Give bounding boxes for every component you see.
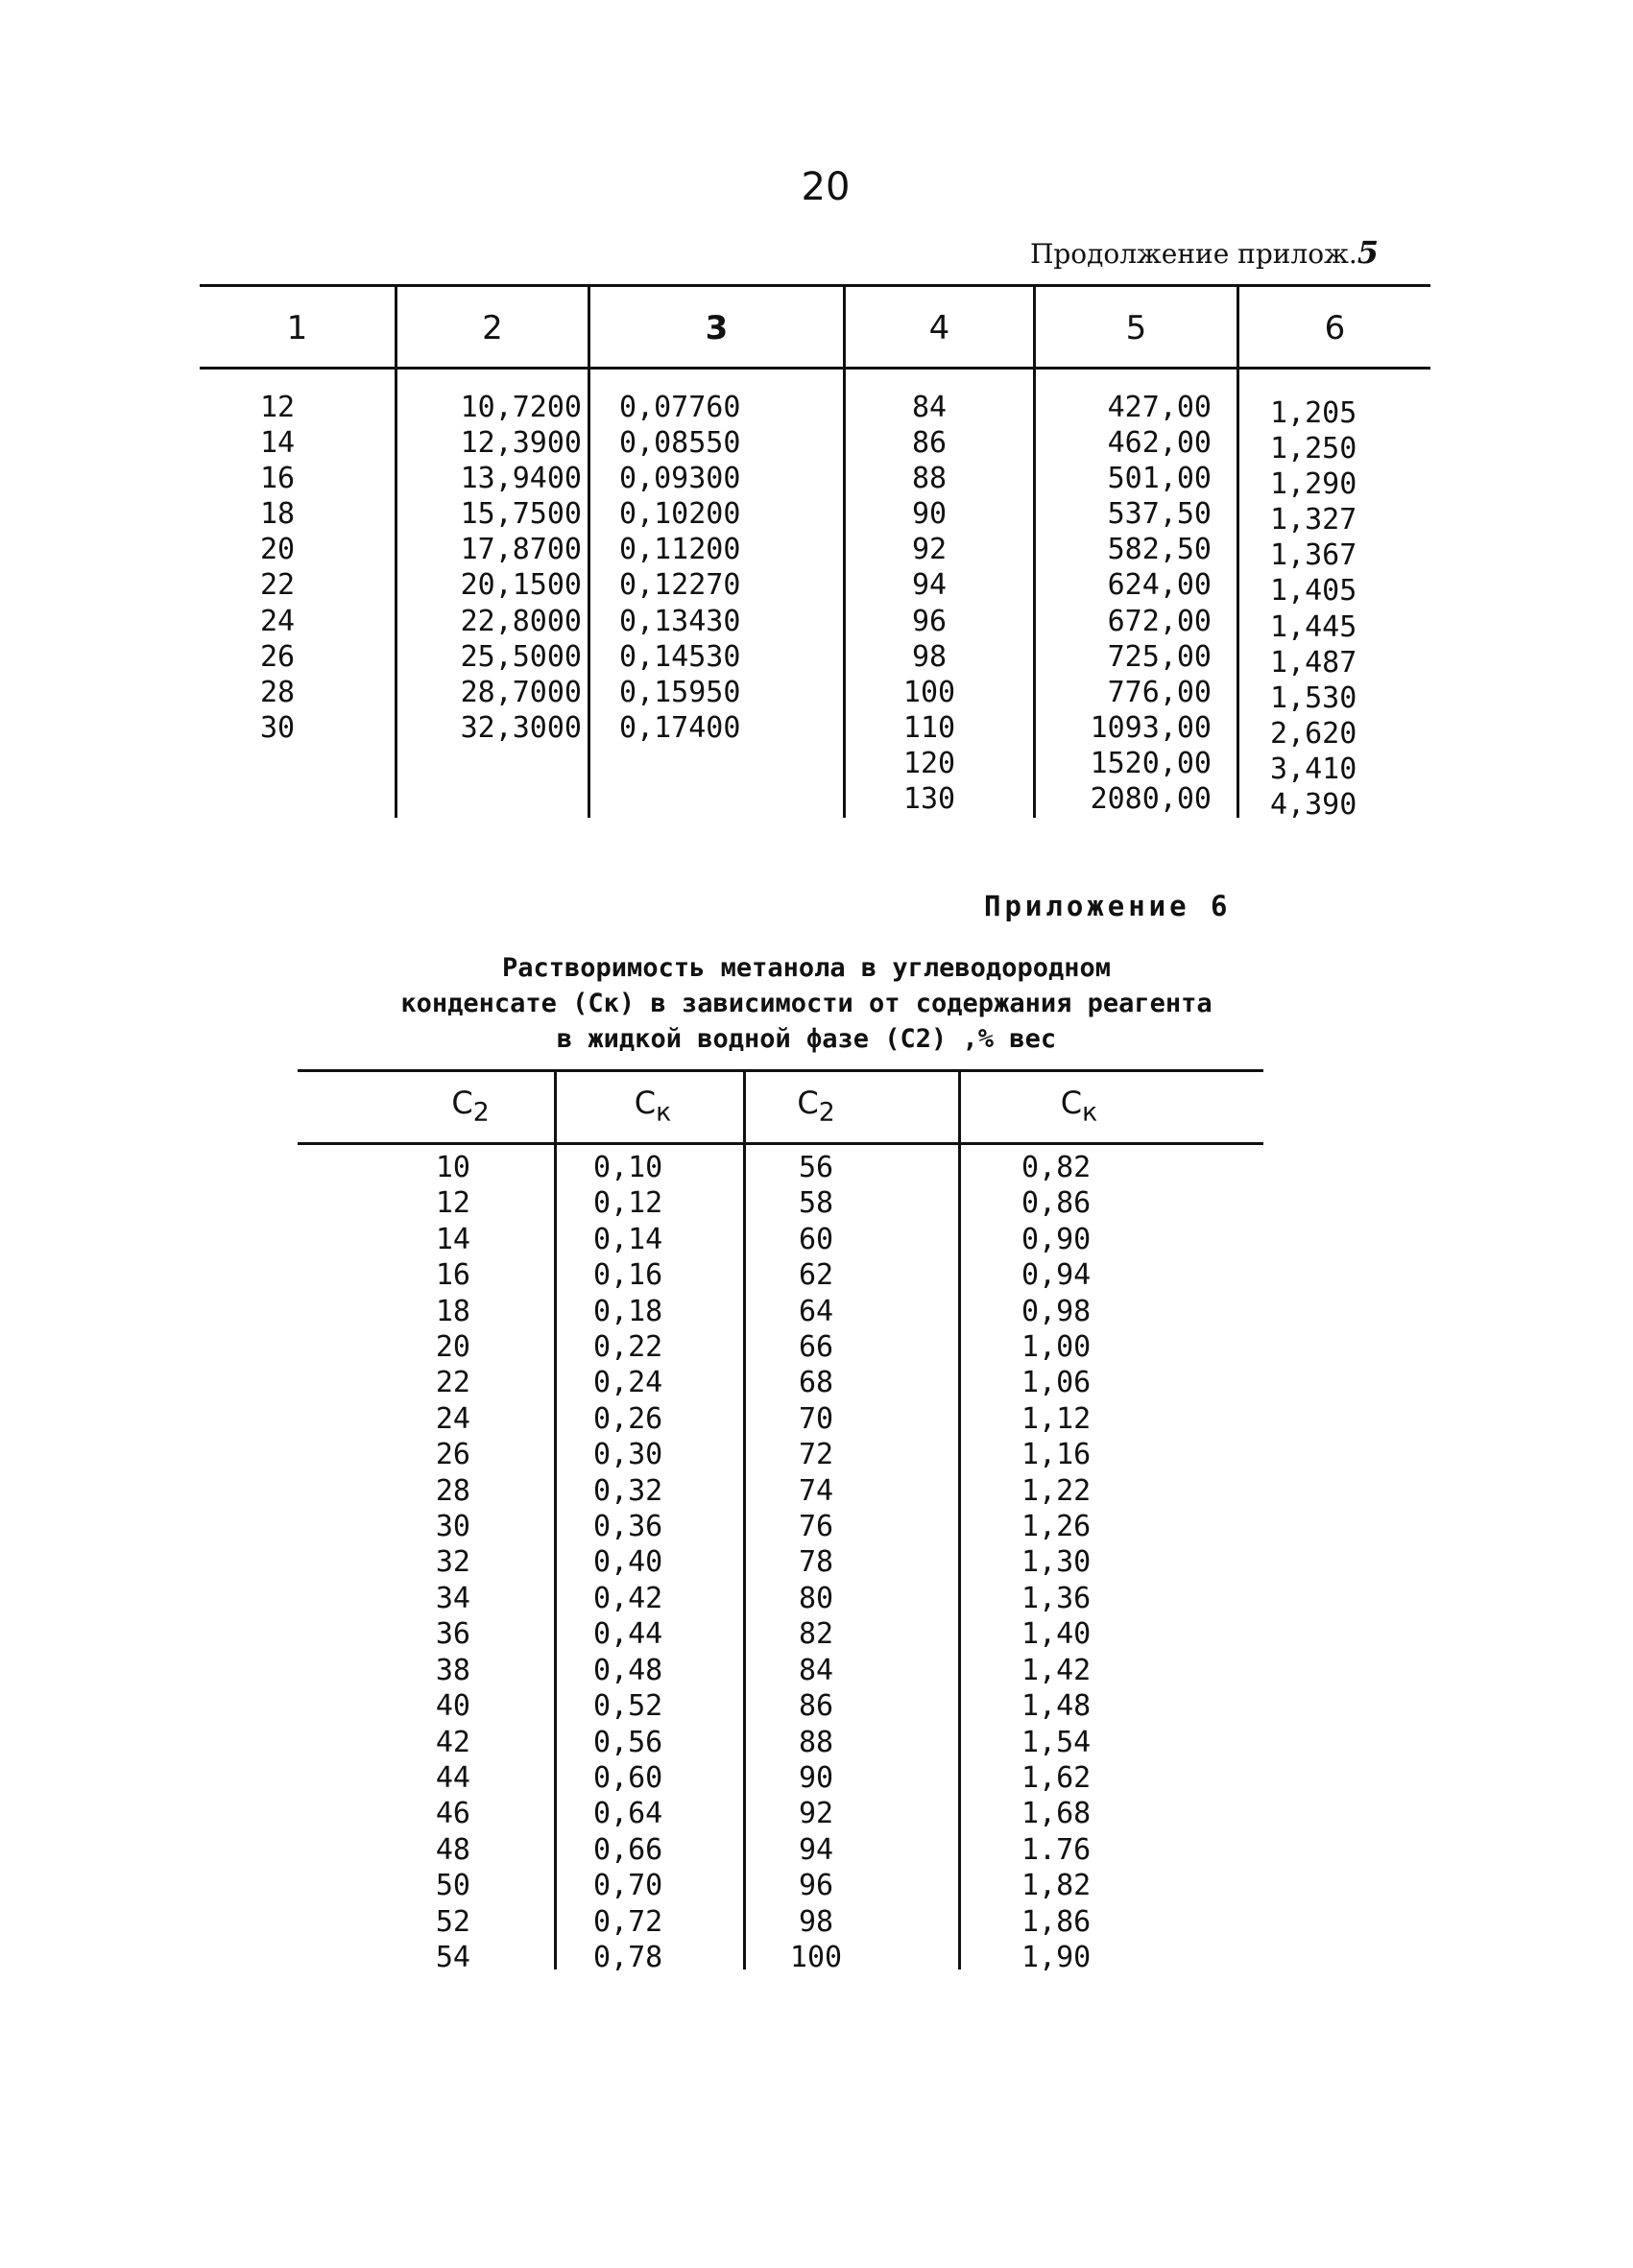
- column-2: [401, 390, 582, 746]
- title-line: в жидкой водной фазе (C2) ,% вес: [556, 1024, 1057, 1054]
- table-cell: 36: [435, 1617, 470, 1652]
- table-cell: 0,15950: [619, 675, 741, 709]
- table-cell: 0,26: [593, 1401, 663, 1436]
- table-cell: 1,250: [1270, 432, 1357, 466]
- table-cell: 0,13430: [619, 604, 741, 638]
- table-cell: 1,82: [1021, 1869, 1092, 1903]
- table-cell: 130: [902, 782, 956, 817]
- table-cell: 100: [789, 1940, 843, 1974]
- table-cell: 0,10: [593, 1151, 663, 1184]
- column-c2-a: [298, 1150, 470, 1975]
- table-cell: 0,16: [593, 1258, 663, 1293]
- table-cell: 76: [798, 1510, 834, 1544]
- table-cell: 725,00: [1107, 639, 1212, 674]
- column-c2-b: [758, 1150, 874, 1975]
- table-cell: 56: [798, 1151, 834, 1184]
- table-cell: 0,60: [593, 1760, 663, 1795]
- table-cell: 28: [435, 1473, 470, 1508]
- table-cell: 1,530: [1270, 680, 1357, 715]
- table-cell: 32: [435, 1545, 470, 1580]
- table-cell: 0,36: [593, 1510, 663, 1544]
- table-top-rule: [200, 284, 1430, 287]
- table-cell: 1,54: [1021, 1725, 1092, 1759]
- table-cell: 68: [798, 1366, 834, 1400]
- table-cell: 1,42: [1021, 1653, 1092, 1687]
- table-cell: 0,24: [593, 1366, 663, 1400]
- header-col-4: 4: [928, 309, 950, 347]
- header-c2-subscript: 2: [818, 1097, 835, 1128]
- table-cell: 44: [435, 1760, 470, 1795]
- table-cell: 22: [259, 568, 296, 603]
- table-cell: 28: [259, 675, 296, 709]
- table-cell: 82: [798, 1617, 834, 1652]
- column-divider: [588, 286, 590, 818]
- table-cell: 74: [798, 1473, 834, 1508]
- table-cell: 0,56: [593, 1725, 663, 1759]
- table-cell: 0,22: [593, 1330, 663, 1365]
- table-cell: 1,48: [1021, 1689, 1092, 1724]
- table-cell: 17,8700: [460, 533, 582, 567]
- table-cell: 88: [911, 462, 948, 496]
- table-cell: 582,50: [1107, 533, 1212, 567]
- table-cell: 12: [259, 391, 296, 424]
- table-cell: 462,00: [1107, 426, 1212, 461]
- table-cell: 54: [435, 1940, 470, 1974]
- table-cell: 18: [259, 497, 296, 532]
- table-cell: 12: [435, 1186, 470, 1221]
- header-ck-subscript: к: [656, 1097, 672, 1128]
- table-cell: 1,22: [1021, 1473, 1092, 1508]
- table-cell: 48: [435, 1832, 470, 1867]
- table-cell: 42: [435, 1725, 470, 1759]
- table-cell: 92: [911, 533, 948, 567]
- continuation-appendix-number: 5: [1357, 234, 1379, 271]
- table-cell: 14: [435, 1222, 470, 1256]
- table-cell: 624,00: [1107, 568, 1212, 603]
- table-cell: 14: [259, 426, 296, 461]
- table-cell: 0,86: [1021, 1186, 1092, 1221]
- column-6: [1270, 395, 1424, 823]
- table-cell: 15,7500: [460, 497, 582, 532]
- table-cell: 0,98: [1021, 1294, 1092, 1328]
- table-cell: 90: [911, 497, 948, 532]
- table-cell: 0,90: [1021, 1222, 1092, 1256]
- table-cell: 78: [798, 1545, 834, 1580]
- header-c2-letter: C: [797, 1085, 819, 1121]
- table-cell: 0,66: [593, 1832, 663, 1867]
- table-cell: 18: [435, 1294, 470, 1328]
- header-col-6: 6: [1324, 309, 1346, 347]
- page-number: 20: [801, 165, 851, 209]
- table-cell: 0,82: [1021, 1151, 1092, 1184]
- appendix6-table: [298, 1069, 1263, 1974]
- table-cell: 13,9400: [460, 462, 582, 496]
- table-cell: 94: [911, 568, 948, 603]
- table-top-rule: [298, 1069, 1263, 1072]
- table-cell: 0,11200: [619, 533, 741, 567]
- title-line: конденсате (Cк) в зависимости от содержания реагента: [400, 989, 1213, 1018]
- column-1: [200, 390, 355, 746]
- table-cell: 90: [798, 1760, 834, 1795]
- table-cell: 0,07760: [619, 391, 741, 424]
- table-cell: 0,18: [593, 1294, 663, 1328]
- table-cell: 4,390: [1270, 788, 1357, 823]
- table-cell: 672,00: [1107, 604, 1212, 638]
- appendix-6-title: [326, 950, 1286, 1057]
- appendix-6-label: Приложение 6: [984, 890, 1232, 922]
- column-divider: [554, 1071, 557, 1970]
- table-cell: 1,86: [1021, 1904, 1092, 1939]
- table-cell: 34: [435, 1581, 470, 1615]
- table-cell: 1.76: [1021, 1832, 1092, 1867]
- header-col-5: 5: [1125, 309, 1147, 347]
- table-cell: 50: [435, 1869, 470, 1903]
- table-cell: 1,405: [1270, 574, 1357, 609]
- table-cell: 0,52: [593, 1689, 663, 1724]
- table-cell: 776,00: [1107, 675, 1212, 709]
- table-cell: 96: [798, 1869, 834, 1903]
- table-cell: 38: [435, 1653, 470, 1687]
- table-cell: 0,94: [1021, 1258, 1092, 1293]
- table-cell: 427,00: [1107, 391, 1212, 424]
- table-cell: 96: [911, 604, 948, 638]
- table-cell: 46: [435, 1797, 470, 1831]
- header-c2-a: [413, 1079, 528, 1127]
- column-divider: [958, 1071, 961, 1970]
- table-cell: 86: [911, 426, 948, 461]
- table-cell: 0,12270: [619, 568, 741, 603]
- table-cell: 40: [435, 1689, 470, 1724]
- table-cell: 94: [798, 1832, 834, 1867]
- table-cell: 26: [435, 1438, 470, 1472]
- table-cell: 30: [259, 710, 296, 745]
- table-cell: 16: [435, 1258, 470, 1293]
- header-c2-letter: C: [451, 1085, 473, 1121]
- table-cell: 2080,00: [1090, 782, 1212, 817]
- table-cell: 1,16: [1021, 1438, 1092, 1472]
- table-cell: 0,32: [593, 1473, 663, 1508]
- table-cell: 1,367: [1270, 538, 1357, 573]
- table-cell: 1,40: [1021, 1617, 1092, 1652]
- table-cell: 0,17400: [619, 710, 741, 745]
- table-cell: 1,26: [1021, 1510, 1092, 1544]
- table-cell: 1,487: [1270, 645, 1357, 680]
- table-cell: 16: [259, 462, 296, 496]
- column-3: [619, 390, 811, 746]
- table-cell: 1,00: [1021, 1330, 1092, 1365]
- column-divider: [743, 1071, 746, 1970]
- table-cell: 80: [798, 1581, 834, 1615]
- table-cell: 0,12: [593, 1186, 663, 1221]
- header-c2-b: [758, 1079, 874, 1127]
- table-cell: 0,42: [593, 1581, 663, 1615]
- table-cell: 28,7000: [460, 675, 582, 709]
- header-ck-b: [1012, 1079, 1146, 1127]
- header-ck-subscript: к: [1082, 1097, 1098, 1128]
- table-cell: 0,14530: [619, 639, 741, 674]
- table-cell: 0,72: [593, 1904, 663, 1939]
- table-cell: 20: [259, 533, 296, 567]
- table-cell: 62: [798, 1258, 834, 1293]
- table-cell: 98: [798, 1904, 834, 1939]
- table-cell: 60: [798, 1222, 834, 1256]
- table-cell: 0,78: [593, 1940, 663, 1974]
- table-cell: 1,62: [1021, 1760, 1092, 1795]
- table-cell: 52: [435, 1904, 470, 1939]
- header-ck-letter: C: [634, 1085, 657, 1121]
- table-cell: 10: [435, 1151, 470, 1184]
- table-header-rule: [200, 367, 1430, 370]
- column-5: [1033, 390, 1212, 817]
- header-ck-a: [586, 1079, 720, 1127]
- table-cell: 1,68: [1021, 1797, 1092, 1831]
- table-cell: 24: [435, 1401, 470, 1436]
- table-cell: 24: [259, 604, 296, 638]
- table-cell: 22,8000: [460, 604, 582, 638]
- table-cell: 66: [798, 1330, 834, 1365]
- table-cell: 1,90: [1021, 1940, 1092, 1974]
- table-cell: 0,64: [593, 1797, 663, 1831]
- table-cell: 1,36: [1021, 1581, 1092, 1615]
- table-cell: 92: [798, 1797, 834, 1831]
- table-cell: 501,00: [1107, 462, 1212, 496]
- column-ck-b: [1021, 1150, 1137, 1975]
- table-cell: 1,445: [1270, 609, 1357, 644]
- table-cell: 1520,00: [1090, 746, 1212, 780]
- table-cell: 0,44: [593, 1617, 663, 1652]
- table-cell: 3,410: [1270, 752, 1357, 786]
- table-cell: 0,48: [593, 1653, 663, 1687]
- table-cell: 0,09300: [619, 462, 741, 496]
- table-cell: 0,10200: [619, 497, 741, 532]
- table-cell: 32,3000: [460, 710, 582, 745]
- table-cell: 10,7200: [460, 391, 582, 424]
- table-cell: 98: [911, 639, 948, 674]
- continuation-text: Продолжение прилож.: [1029, 238, 1357, 270]
- table-cell: 2,620: [1270, 716, 1357, 751]
- table-cell: 72: [798, 1438, 834, 1472]
- table-cell: 20: [435, 1330, 470, 1365]
- table-header-rule: [298, 1142, 1263, 1145]
- header-ck-letter: C: [1060, 1085, 1083, 1121]
- table-cell: 0,30: [593, 1438, 663, 1472]
- appendix5-table: [200, 284, 1430, 823]
- table-cell: 22: [435, 1366, 470, 1400]
- table-cell: 1,290: [1270, 467, 1357, 502]
- table-cell: 110: [902, 710, 956, 745]
- table-cell: 30: [435, 1510, 470, 1544]
- table-cell: 20,1500: [460, 568, 582, 603]
- column-divider: [1237, 286, 1239, 818]
- table-cell: 26: [259, 639, 296, 674]
- continuation-caption: [1030, 234, 1379, 271]
- title-line: Растворимость метанола в углеводородном: [502, 953, 1111, 983]
- column-4: [833, 390, 1025, 817]
- table-cell: 88: [798, 1725, 834, 1759]
- table-cell: 0,70: [593, 1869, 663, 1903]
- header-col-3: 3: [705, 309, 729, 347]
- table-cell: 0,40: [593, 1545, 663, 1580]
- table-cell: 537,50: [1107, 497, 1212, 532]
- table-cell: 120: [902, 746, 956, 780]
- table-cell: 1,30: [1021, 1545, 1092, 1580]
- table-cell: 1,205: [1270, 396, 1357, 430]
- table-cell: 0,08550: [619, 426, 741, 461]
- table-cell: 100: [902, 675, 956, 709]
- table-cell: 1,06: [1021, 1366, 1092, 1400]
- table-cell: 84: [911, 391, 948, 424]
- table-cell: 70: [798, 1401, 834, 1436]
- table-cell: 86: [798, 1689, 834, 1724]
- header-c2-subscript: 2: [472, 1097, 490, 1128]
- table-cell: 64: [798, 1294, 834, 1328]
- header-col-1: 1: [286, 309, 308, 347]
- column-ck-a: [593, 1150, 708, 1975]
- table-cell: 0,14: [593, 1222, 663, 1256]
- table-cell: 84: [798, 1653, 834, 1687]
- table-cell: 25,5000: [460, 639, 582, 674]
- table-cell: 12,3900: [460, 426, 582, 461]
- table-cell: 1093,00: [1090, 710, 1212, 745]
- column-divider: [395, 286, 397, 818]
- table-cell: 58: [798, 1186, 834, 1221]
- table-cell: 1,12: [1021, 1401, 1092, 1436]
- header-col-2: 2: [482, 309, 503, 347]
- table-cell: 1,327: [1270, 503, 1357, 537]
